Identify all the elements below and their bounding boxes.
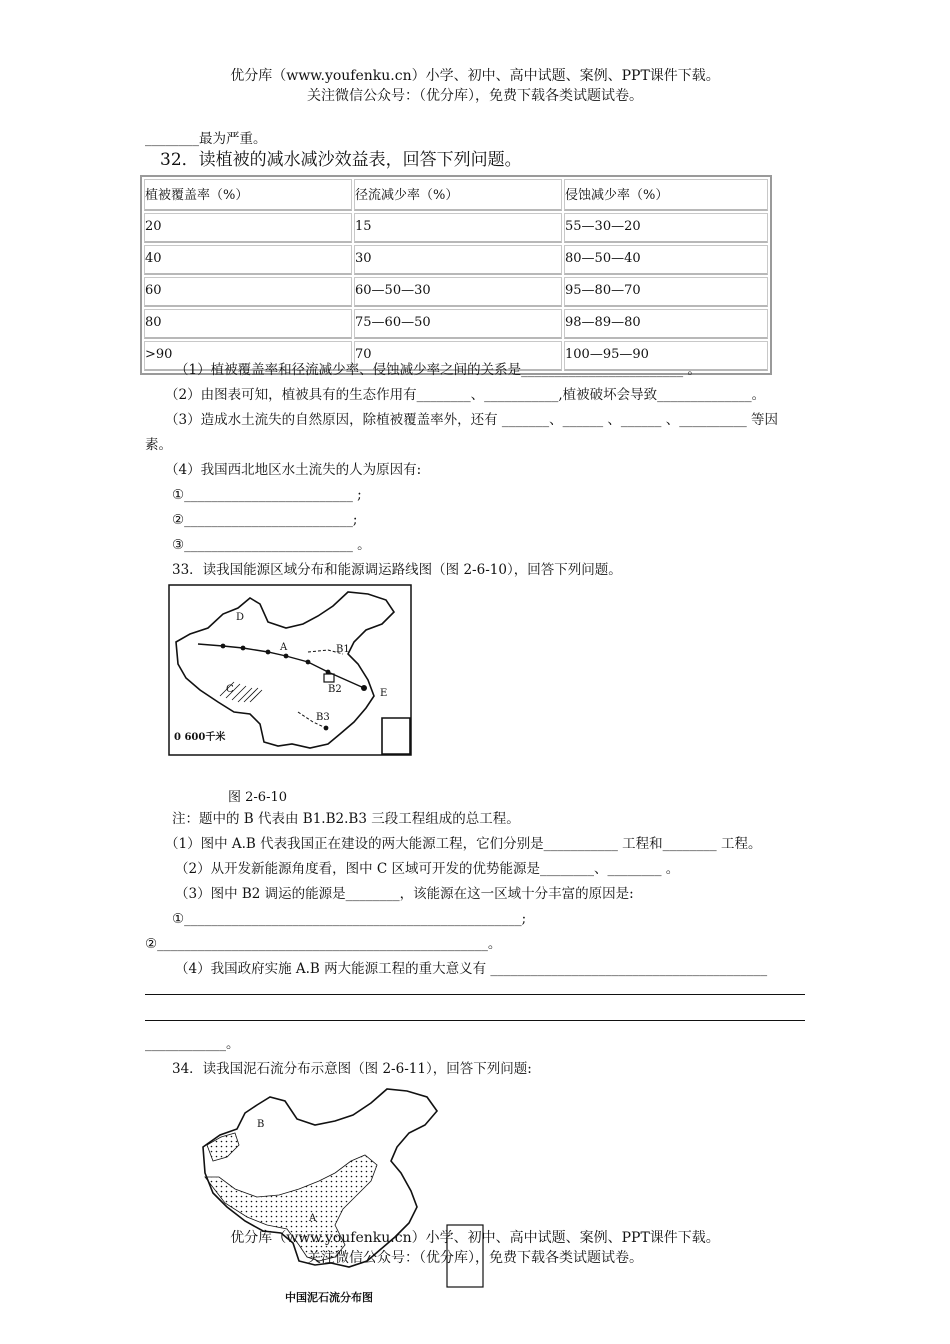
header-line-1: 优分库（www.youfenku.cn）小学、初中、高中试题、案例、PPT课件下载。 [230, 68, 720, 84]
q32-sub3: （3）造成水土流失的自然原因，除植被覆盖率外，还有 _______、______ 、______ 、__________ 等因 [165, 412, 779, 428]
figure-caption: 图 2-6-10 [228, 790, 288, 805]
map-caption: 中国泥石流分布图 [285, 1291, 373, 1304]
q32-sub1: （1）植被覆盖率和径流减少率、侵蚀减少率之间的关系是________________________ 。 [175, 362, 701, 378]
table-cell: 40 [144, 245, 352, 275]
table-row [144, 309, 768, 339]
q33-sub1: （1）图中 A.B 代表我国正在建设的两大能源工程，它们分别是___________ 工程和________ 工程。 [165, 836, 762, 852]
table-cell: 98—89—80 [564, 309, 768, 339]
q32-sub2: （2）由图表可知，植被具有的生态作用有________、___________,植被破坏会导致______________。 [165, 387, 766, 403]
map-label: B2 [328, 684, 342, 695]
q33-note: 注：题中的 B 代表由 B1.B2.B3 三段工程组成的总工程。 [172, 811, 520, 827]
table-cell: 55—30—20 [564, 213, 768, 243]
table-cell: 30 [354, 245, 562, 275]
table-header-row [144, 179, 768, 211]
map-label: D [236, 612, 245, 623]
map-label: B3 [316, 712, 330, 723]
q32-sub4-item2: ②_________________________; [172, 512, 358, 528]
table-cell: 80—50—40 [564, 245, 768, 275]
answer-line [145, 994, 805, 995]
q33-sub3-item1: ①__________________________________________________; [172, 911, 527, 927]
table-cell: >90 [144, 341, 352, 371]
th-coverage: 植被覆盖率（%） [144, 179, 352, 211]
map-label: E [380, 688, 388, 699]
q33-sub4: （4）我国政府实施 A.B 两大能源工程的重大意义有 _________________________________________ [175, 961, 768, 977]
q33-sub3: （3）图中 B2 调运的能源是________，该能源在这一区域十分丰富的原因是: [175, 886, 634, 902]
q33-title: 33．读我国能源区域分布和能源调运路线图（图 2-6-10），回答下列问题。 [172, 562, 622, 578]
table-cell: 95—80—70 [564, 277, 768, 307]
q32-sub4-item1: ①_________________________ ; [172, 487, 362, 503]
table-cell: 60 [144, 277, 352, 307]
q33-sub2: （2）从开发新能源角度看，图中 C 区域可开发的优势能源是________、________ 。 [175, 861, 680, 877]
q33-sub3-item2: ②_________________________________________________。 [145, 936, 502, 952]
map-scale: 0 600千米 [174, 732, 226, 743]
map-label: A [280, 642, 288, 653]
q32-sub4-item3: ③_________________________ 。 [172, 537, 371, 553]
debris-flow-map [195, 1085, 485, 1310]
table-row [144, 213, 768, 243]
map-label: B1 [336, 644, 350, 655]
energy-map [168, 584, 412, 756]
header-line-2: 关注微信公众号：（优分库），免费下载各类试题试卷。 [307, 88, 643, 104]
prev-question-tail: ________最为严重。 [145, 131, 267, 147]
table-cell: 20 [144, 213, 352, 243]
footer-line-1: 优分库（www.youfenku.cn）小学、初中、高中试题、案例、PPT课件下载。 [230, 1230, 720, 1246]
table-cell: 100—95—90 [564, 341, 768, 371]
th-runoff: 径流减少率（%） [354, 179, 562, 211]
map-label: B [257, 1119, 265, 1130]
q34-title: 34．读我国泥石流分布示意图（图 2-6-11），回答下列问题: [172, 1061, 532, 1077]
q32-sub3-cont: 素。 [145, 437, 172, 453]
footer-line-2: 关注微信公众号：（优分库），免费下载各类试题试卷。 [307, 1250, 643, 1266]
table-row [144, 245, 768, 275]
table-cell: 75—60—50 [354, 309, 562, 339]
table-cell: 60—50—30 [354, 277, 562, 307]
vegetation-table [140, 175, 772, 375]
answer-line [145, 1020, 805, 1021]
inset-box [382, 718, 410, 754]
q32-title: 32．读植被的减水减沙效益表，回答下列问题。 [160, 150, 522, 170]
q32-sub4: （4）我国西北地区水土流失的人为原因有: [165, 462, 422, 478]
th-erosion: 侵蚀减少率（%） [564, 179, 768, 211]
table-row [144, 277, 768, 307]
table-cell: 80 [144, 309, 352, 339]
table-cell: 70 [354, 341, 562, 371]
q33-sub4-end: ____________。 [145, 1036, 240, 1052]
map-label: A [309, 1213, 317, 1224]
map-label: C [226, 684, 234, 695]
table-cell: 15 [354, 213, 562, 243]
